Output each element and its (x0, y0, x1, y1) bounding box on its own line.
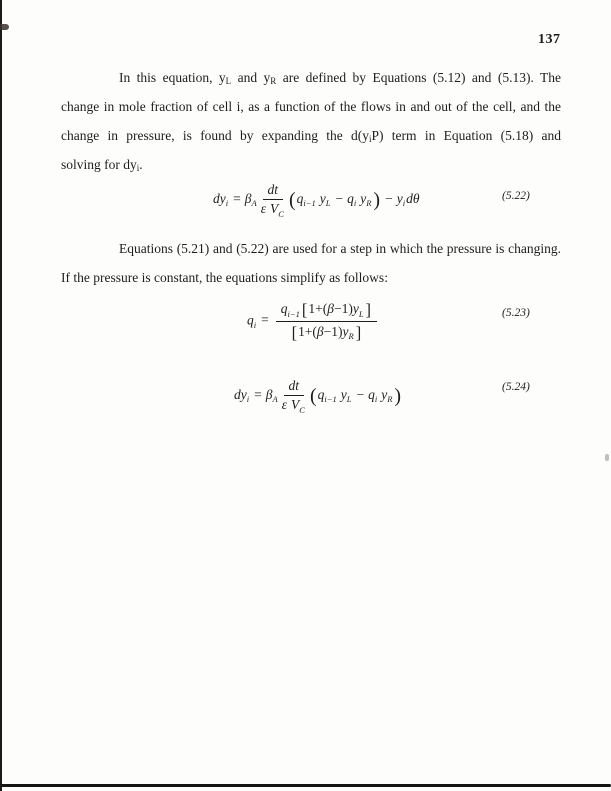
numerator (263, 182, 284, 200)
math-token: q (317, 386, 325, 402)
math-token: = (233, 190, 241, 206)
math-token: i (253, 319, 257, 330)
text-run: In this equation, y (119, 70, 226, 85)
page-number: 137 (538, 32, 561, 47)
scan-speck-right (605, 454, 609, 461)
text-run: change in mole fraction of cell i, as a function of the flows in and out of the cell, and the (61, 99, 561, 114)
paragraph-1-line-3 (61, 121, 561, 150)
math-token: dθ (406, 190, 420, 206)
text-run: If the pressure is constant, the equations simplify as follows: (61, 270, 388, 285)
paragraph-2 (61, 234, 561, 292)
paragraph-1-line-1 (61, 63, 561, 92)
paragraph-2-line-1 (61, 234, 561, 263)
fraction (282, 378, 306, 413)
math-token: i (374, 394, 378, 405)
math-token: V (291, 397, 300, 413)
denominator (282, 396, 306, 413)
math-token: R (366, 198, 372, 209)
math-token: β (316, 323, 324, 339)
left-paren: ( (288, 188, 296, 211)
math-token: y (319, 190, 326, 206)
math-token: y (381, 386, 388, 402)
math-token: −1) (323, 323, 343, 339)
math-token: ε (260, 201, 267, 217)
subscript: i (369, 134, 372, 144)
math-token: β (265, 386, 273, 402)
paragraph-1-line-2 (61, 92, 561, 121)
equation-body (213, 182, 419, 217)
math-token: L (346, 394, 352, 405)
text-run: are defined by Equations (5.12) and (5.13). The (276, 70, 562, 85)
right-bracket: ] (355, 322, 362, 342)
math-token: i (353, 198, 357, 209)
math-token: β (244, 190, 252, 206)
paragraph-1-line-4 (61, 150, 561, 179)
left-bracket: [ (291, 322, 298, 342)
math-token: = (254, 386, 262, 402)
math-token: q (296, 190, 304, 206)
paragraph-2-line-2 (61, 263, 561, 292)
math-token: − (356, 386, 365, 402)
equation-label-5-24: (5.24) (502, 381, 530, 393)
text-run: . (139, 157, 143, 172)
math-token: C (299, 404, 305, 415)
math-token: y (360, 190, 367, 206)
subscript: R (270, 76, 277, 86)
scan-smudge-top-left (0, 24, 9, 30)
left-paren: ( (309, 384, 317, 407)
equation-label-5-23: (5.23) (502, 307, 530, 319)
numerator (276, 300, 377, 322)
equation-5-22 (0, 182, 611, 234)
math-token: y (396, 190, 403, 206)
math-token: q (347, 190, 354, 206)
math-token: R (348, 331, 354, 342)
math-token: = (261, 312, 269, 328)
math-token: y (342, 323, 349, 339)
math-token: i (225, 198, 229, 209)
math-token: −1) (333, 301, 353, 316)
math-token: i−1 (287, 308, 300, 319)
right-bracket: ] (365, 300, 372, 319)
math-token: 1+( (298, 323, 317, 339)
equation-body (234, 378, 402, 413)
left-bracket: [ (301, 300, 308, 319)
equation-5-24 (0, 378, 611, 430)
math-token: dy (213, 190, 226, 206)
equation-body (247, 300, 380, 343)
math-token: i−1 (303, 198, 316, 209)
math-token: R (387, 394, 393, 405)
math-token: − (335, 190, 344, 206)
text-run: P) term in Equation (5.18) and (371, 128, 561, 143)
math-token: 1+( (308, 301, 328, 316)
paragraph-1 (61, 63, 561, 179)
denominator (291, 322, 363, 343)
math-token: dy (234, 386, 247, 402)
text-run: change in pressure, is found by expanding the d(y (61, 128, 370, 143)
fraction (276, 300, 377, 343)
math-token: C (278, 208, 284, 219)
math-token: β (327, 301, 334, 316)
math-token: q (280, 301, 288, 316)
math-token: − (385, 190, 393, 206)
math-token: A (251, 198, 257, 209)
math-token: L (325, 198, 331, 209)
math-token: V (270, 201, 279, 217)
text-run: solving for dy (61, 157, 137, 172)
math-token: y (340, 386, 347, 402)
math-token: y (352, 301, 359, 316)
right-paren: ) (394, 384, 402, 407)
math-token: dt (288, 378, 300, 393)
scan-edge-bottom (0, 784, 611, 787)
math-token: i (402, 198, 406, 209)
math-token: L (358, 308, 364, 319)
math-token: A (272, 394, 278, 405)
math-token: q (247, 312, 254, 328)
equation-5-23 (0, 300, 611, 360)
subscript: L (225, 76, 232, 86)
denominator (261, 200, 285, 217)
subscript: i (136, 163, 140, 173)
equation-label-5-22: (5.22) (502, 190, 530, 202)
math-token: ε (281, 397, 288, 413)
fraction (261, 182, 285, 217)
math-token: i (246, 394, 250, 405)
math-token: dt (267, 182, 279, 197)
right-paren: ) (373, 188, 381, 211)
text-run: Equations (5.21) and (5.22) are used for a step in which the pressure is changing. (119, 241, 561, 256)
text-run: and y (231, 70, 271, 85)
math-token: i−1 (324, 394, 337, 405)
math-token: q (368, 386, 375, 402)
numerator (284, 378, 305, 396)
